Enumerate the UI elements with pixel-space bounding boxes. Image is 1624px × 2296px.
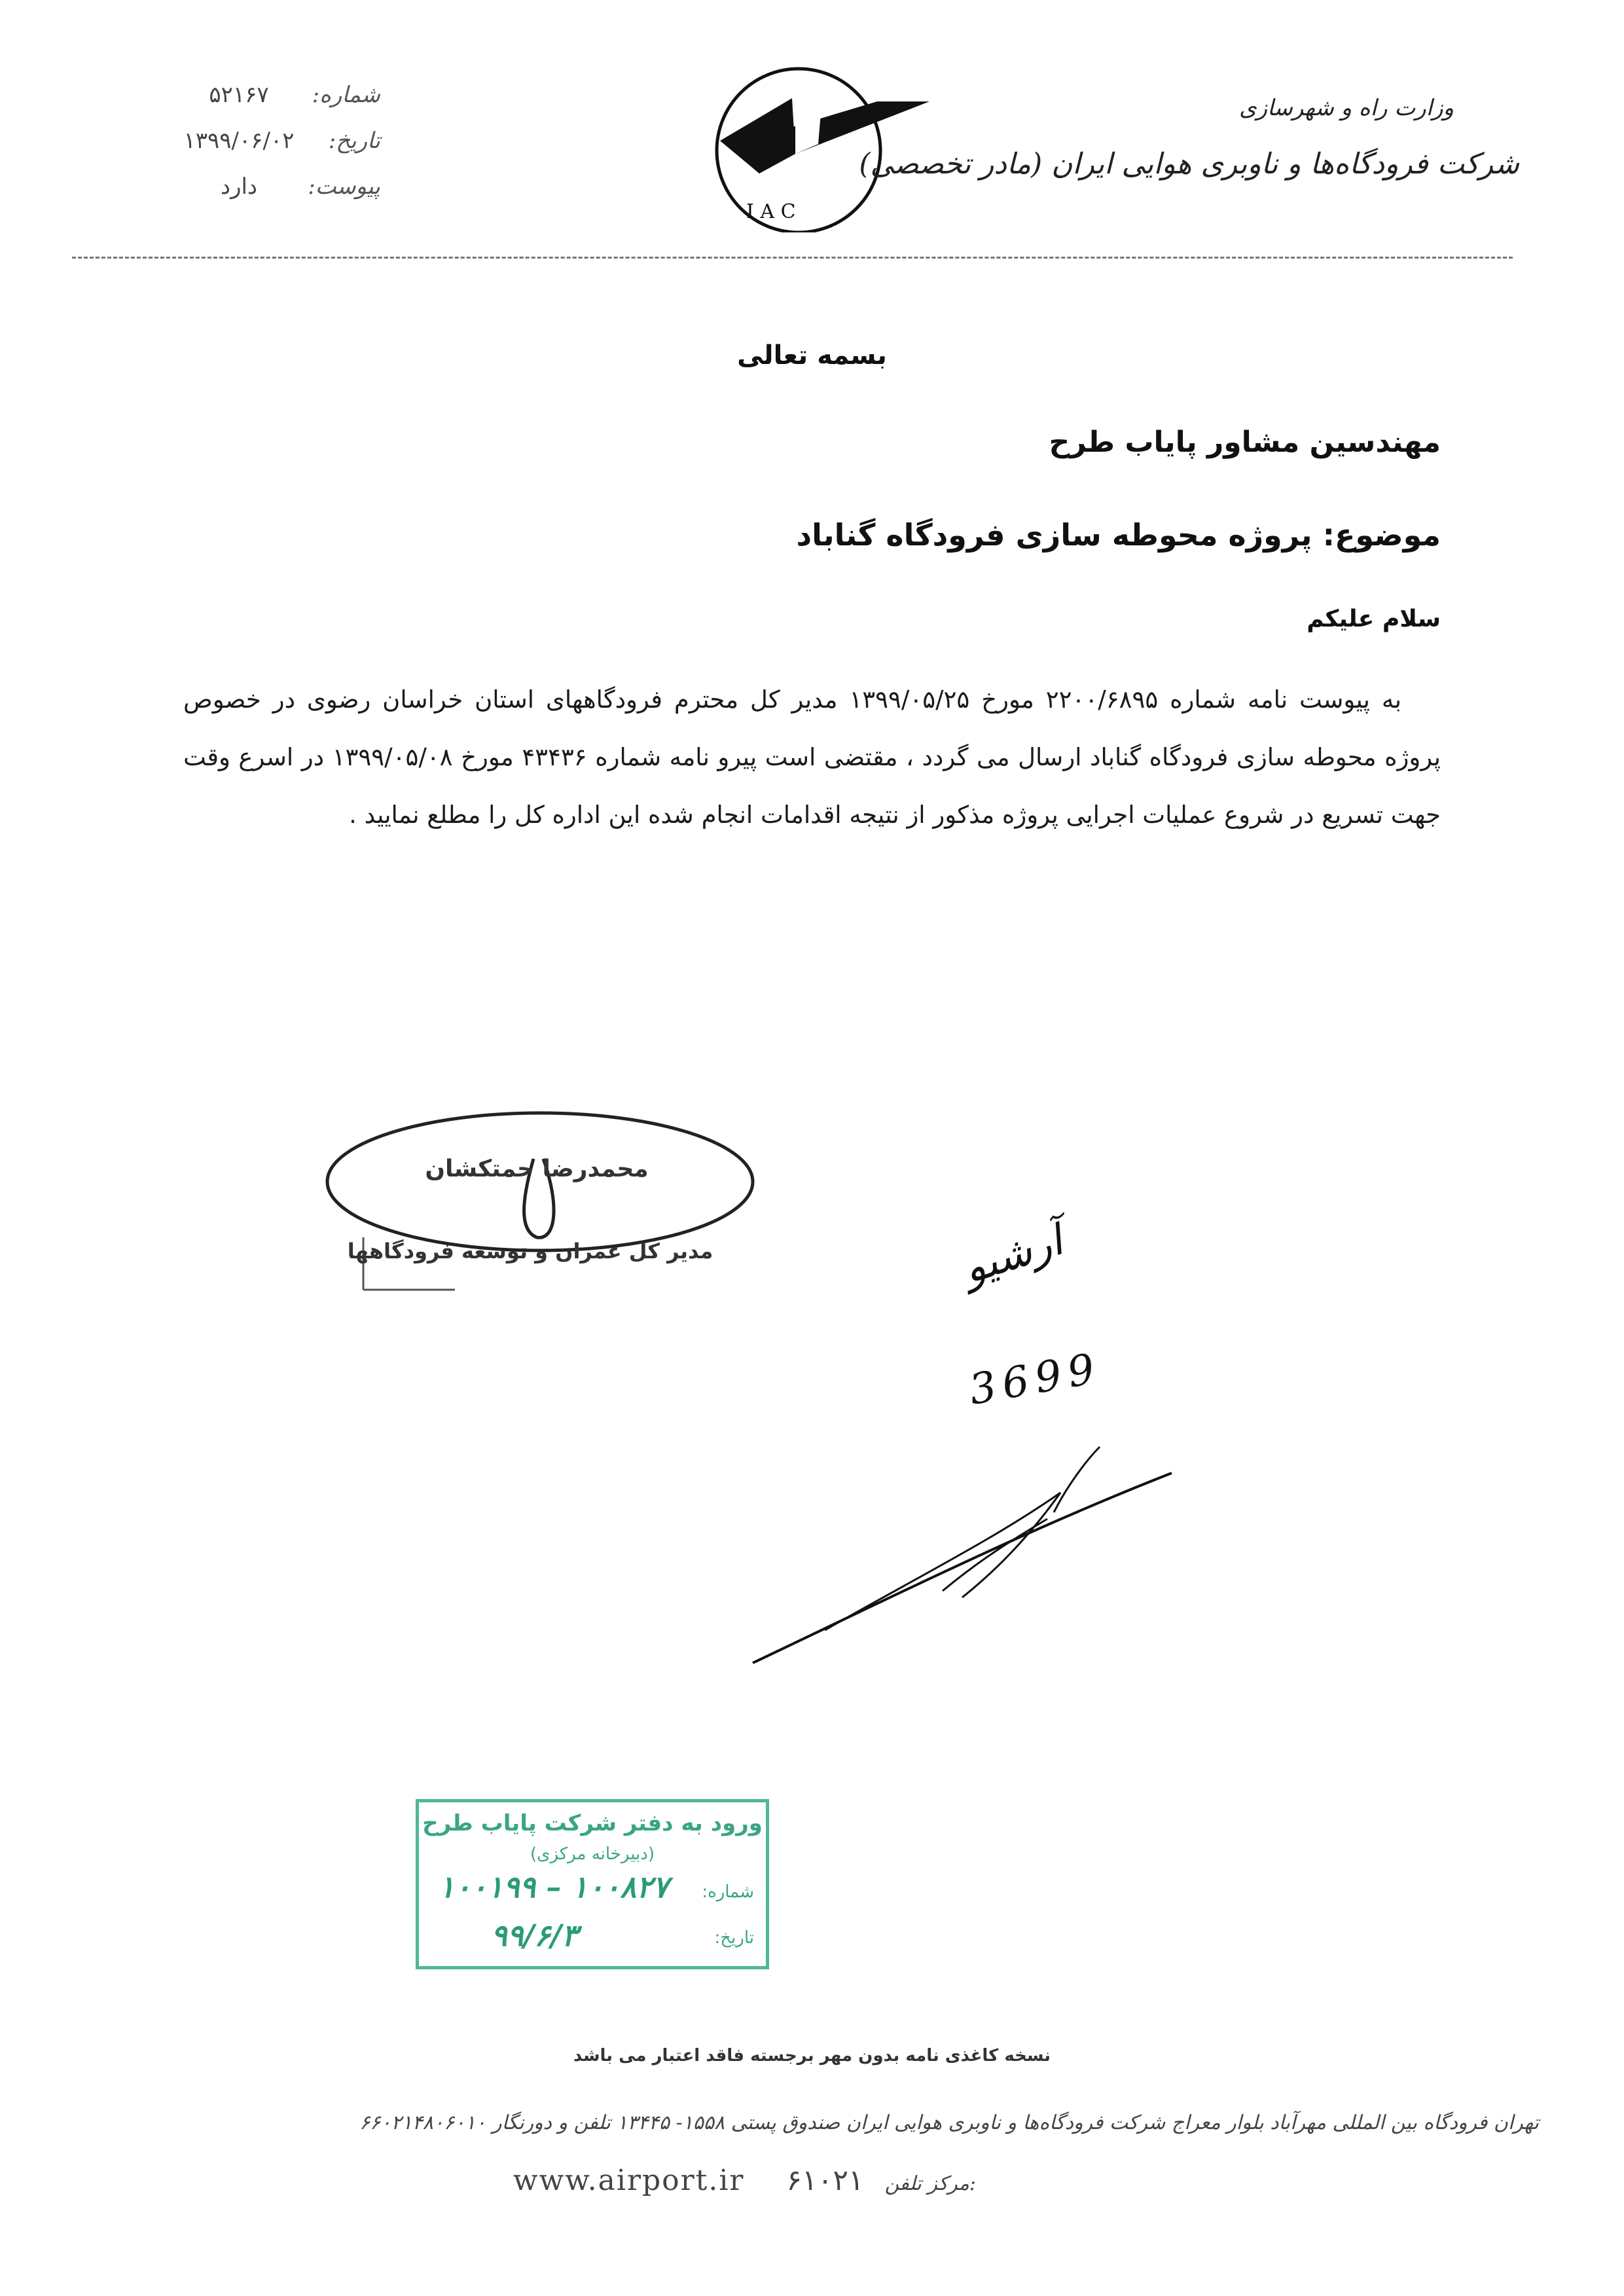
letter-date-label: تاریخ: <box>328 128 380 154</box>
letter-number: ۵۲۱۶۷ <box>209 82 269 108</box>
letter-number-row <box>164 82 380 108</box>
footer-contact <box>513 2164 976 2197</box>
stamp-title: ورود به دفتر شرکت پایاب طرح <box>422 1810 763 1836</box>
stamp-date-value: ۹۹/۶/۳ <box>491 1918 578 1953</box>
letter-date-row <box>164 128 380 154</box>
addressee: مهندسین مشاور پایاب طرح <box>1049 426 1441 459</box>
footer-website[interactable]: www.airport.ir <box>513 2164 745 2197</box>
footer-phone-label: مرکز تلفن: <box>884 2172 976 2195</box>
company-name: شرکت فرودگاه‌ها و ناوبری هوایی ایران (مادر تخصصی) <box>859 147 1519 181</box>
stamp-number-label: شماره: <box>702 1882 754 1902</box>
header-divider <box>72 257 1513 259</box>
greeting: سلام علیکم <box>1307 606 1441 632</box>
logo-text: I A C <box>746 200 796 223</box>
signatory-title: مدیر کل عمران و توسعه فرودگاهها <box>347 1239 713 1264</box>
ministry-name: وزارت راه و شهرسازی <box>1238 95 1454 121</box>
letter-attachment-row <box>164 173 380 200</box>
validity-notice: نسخه کاغذی نامه بدون مهر برجسته فاقد اعتبار می باشد <box>573 2046 1051 2066</box>
letter-number-label: شماره: <box>312 82 380 108</box>
letter-attachment: دارد <box>220 173 258 200</box>
letter-date: ۱۳۹۹/۰۶/۰۲ <box>183 128 295 154</box>
handwritten-note: آرشیو <box>957 1216 1069 1294</box>
letter-body-paragraph: به پیوست نامه شماره ۲۲۰۰/۶۸۹۵ مورخ ۱۳۹۹/۰۵/۲۵ مدیر کل محترم فرودگاههای استان خراسان رضوی در خصوص پروژه محوطه سازی فرودگاه گناباد ارسال می گردد ، مقتضی است پیرو نامه شماره ۴۳۴۳۶ مورخ ۱۳۹۹/۰۵/۰۸ در اسرع وقت جهت تسریع در شروع عملیات اجرایی پروژه مذکور از نتیجه اقدامات انجام شده این اداره کل را مطلع نمایید . <box>183 685 1441 829</box>
receipt-stamp <box>416 1799 769 1969</box>
bismillah: بسمه تعالی <box>737 340 887 371</box>
handwritten-number: 3699 <box>965 1343 1105 1415</box>
stamp-subtitle: (دبیرخانه مرکزی) <box>530 1844 655 1864</box>
footer-address: تهران فرودگاه بین المللی مهرآباد بلوار معراج شرکت فرودگاه‌ها و ناوبری هوایی ایران صندوق پستی ۱۵۵۸- ۱۳۴۴۵ تلفن و دورنگار ۶۶۰۲۱۴۸۰۶۰۱۰ <box>359 2111 1539 2134</box>
stamp-date-label: تاریخ: <box>714 1928 754 1948</box>
subject-line: موضوع: پروژه محوطه سازی فرودگاه گناباد <box>796 517 1441 553</box>
stamp-number-value: ۱۰۰۸۲۷ – ۱۰۰۱۹۹ <box>439 1869 669 1904</box>
footer-phone: ۶۱۰۲۱ <box>786 2164 864 2197</box>
handwritten-signature <box>746 1434 1191 1669</box>
signatory-name: محمدرضا حمتکشان <box>425 1156 649 1182</box>
letter-attachment-label: پیوست: <box>308 173 380 200</box>
signature-stamp-graphic <box>324 1106 782 1303</box>
